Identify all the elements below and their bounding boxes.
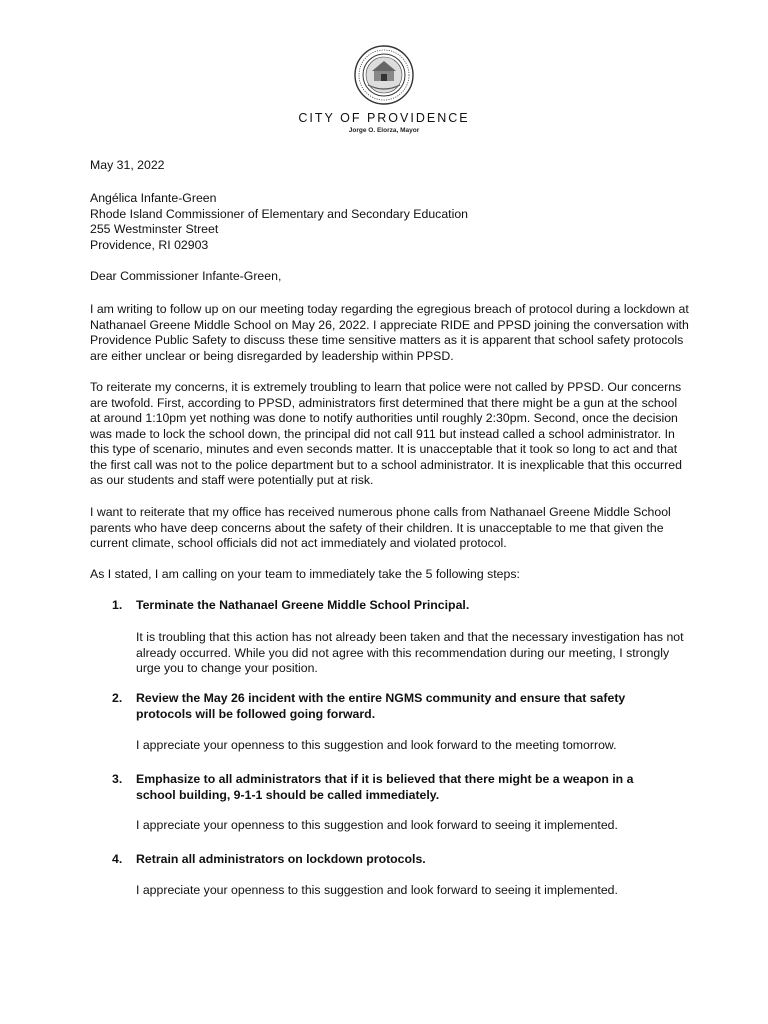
- step-number: 1.: [112, 598, 123, 612]
- city-seal-icon: [354, 45, 414, 105]
- salutation: Dear Commissioner Infante-Green,: [90, 269, 282, 283]
- body-paragraph: I want to reiterate that my office has received numerous phone calls from Nathanael Greene Middle School parents who have deep concerns about the safety of their children. It is unacceptable to me that given the current climate, school officials did not act immediately and violated protocol.: [90, 505, 671, 550]
- step-response: It is troubling that this action has not already been taken and that the necessary investigation has not already occurred. While you did not agree with this recommendation during our meeting, I strongly urge you to change your position.: [136, 630, 684, 675]
- body-paragraph: To reiterate my concerns, it is extremely troubling to learn that police were not called by PPSD. Our concerns are twofold. First, according to PPSD, administrators first determined that there might be a gun at the school at around 1:10pm yet nothing was done to notify authorities until roughly 2:30pm. Second, once the decision was made to lock the school down, the principal did not call 911 but instead called a school administrator. In this type of scenario, minutes and even seconds matter. It is unacceptable that it took so long to act and that the first call was not to the police department but to a school administrator. It is inexplicable that this occurred as our students and staff were potentially put at risk.: [90, 380, 682, 487]
- step-title: Review the May 26 incident with the entire NGMS community and ensure that safety protocols will be followed going forward.: [136, 691, 626, 721]
- mayor-name: Jorge O. Elorza, Mayor: [348, 127, 420, 134]
- recipient-title: Rhode Island Commissioner of Elementary and Secondary Education: [90, 206, 468, 221]
- recipient-name: Angélica Infante-Green: [90, 191, 217, 205]
- step-title: Emphasize to all administrators that if it is believed that there might be a weapon in a school building, 9-1-1 should be called immediately.: [136, 772, 634, 802]
- recipient-street: 255 Westminster Street: [90, 222, 219, 236]
- step-number: 4.: [112, 852, 123, 866]
- step-number: 2.: [112, 691, 123, 705]
- recipient-address: [90, 191, 690, 253]
- body-paragraph: As I stated, I am calling on your team to immediately take the 5 following steps:: [90, 567, 520, 581]
- step-title: Retrain all administrators on lockdown protocols.: [136, 852, 426, 866]
- recipient-city: Providence, RI 02903: [90, 237, 209, 252]
- step-response: I appreciate your openness to this suggestion and look forward to seeing it implemented.: [136, 883, 618, 897]
- step-title: Terminate the Nathanael Greene Middle School Principal.: [136, 598, 470, 612]
- body-paragraph: I am writing to follow up on our meeting today regarding the egregious breach of protocol during a lockdown at Nathanael Greene Middle School on May 26, 2022. I appreciate RIDE and PPSD joining the conversation with Providence Public Safety to discuss these time sensitive matters as it is apparent that school safety protocols are either unclear or being disregarded by leadership within PPSD.: [90, 302, 689, 363]
- step-response: I appreciate your openness to this suggestion and look forward to the meeting tomorrow.: [136, 738, 617, 752]
- city-name-heading: CITY OF PROVIDENCE: [298, 111, 470, 125]
- step-response: I appreciate your openness to this suggestion and look forward to seeing it implemented.: [136, 818, 618, 832]
- letter-date: May 31, 2022: [90, 158, 165, 172]
- step-number: 3.: [112, 772, 123, 786]
